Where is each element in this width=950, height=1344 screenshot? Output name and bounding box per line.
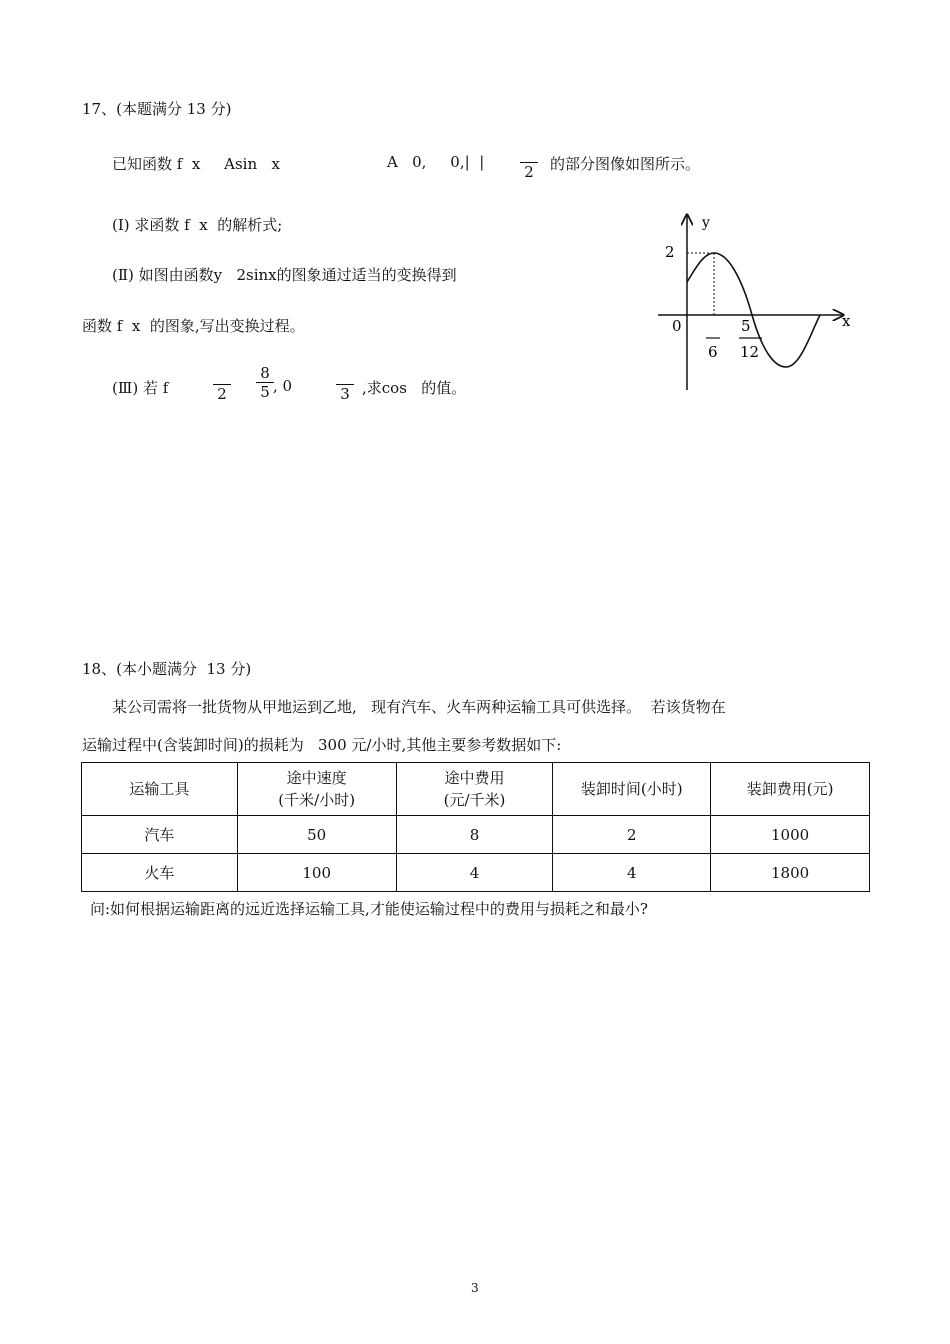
table-header-cell: 途中费用 (元/千米) — [396, 763, 553, 816]
q17-stem-mid: A 0, 0,| | — [387, 153, 485, 171]
q17-part3-mid: , 0 — [273, 377, 293, 395]
table-header-cell: 运输工具 — [82, 763, 238, 816]
transport-data-table — [81, 762, 870, 892]
tick2-num: 5 — [741, 317, 751, 335]
q18-line2: 运输过程中(含装卸时间)的损耗为 300 元/小时,其他主要参考数据如下: — [82, 736, 562, 754]
q18-header: 18、(本小题满分 13 分) — [82, 660, 252, 678]
q17-part3-frac3-den: 3 — [340, 385, 350, 403]
table-cell: 1000 — [711, 816, 870, 854]
q17-stem-frac-den: 2 — [524, 163, 534, 181]
table-cell: 50 — [237, 816, 396, 854]
q17-part1: (Ⅰ) 求函数 f x 的解析式; — [112, 216, 283, 234]
q17-part2-line1: (Ⅱ) 如图由函数y 2sinx的图象通过适当的变换得到 — [112, 266, 457, 284]
q17-stem-prefix: 已知函数 f x Asin x — [112, 155, 280, 173]
q17-stem-fraction — [520, 156, 538, 181]
table-cell: 4 — [553, 854, 711, 892]
q17-part2-line2: 函数 f x 的图象,写出变换过程。 — [82, 317, 305, 335]
max-label: 2 — [665, 243, 675, 261]
table-row — [82, 854, 870, 892]
table-header-cell: 途中速度 (千米/小时) — [237, 763, 396, 816]
table-cell: 8 — [396, 816, 553, 854]
table-cell: 1800 — [711, 854, 870, 892]
table-row — [82, 816, 870, 854]
x-axis-label: x — [842, 312, 850, 330]
q17-part3-prefix: (Ⅲ) 若 f — [112, 379, 169, 397]
tick2-den: 12 — [740, 343, 760, 361]
q17-sine-graph — [650, 205, 850, 405]
q18-line1: 某公司需将一批货物从甲地运到乙地, 现有汽车、火车两种运输工具可供选择。 若该货物在 — [112, 698, 726, 716]
y-axis-label: y — [702, 215, 710, 231]
q17-part3-fraction-3 — [336, 378, 354, 403]
table-cell: 汽车 — [82, 816, 238, 854]
q17-part3-fraction-2 — [256, 364, 274, 401]
q17-part3-fraction-1 — [213, 378, 231, 403]
q17-part3-suffix: ,求cos 的值。 — [362, 379, 467, 397]
q17-stem-suffix: 的部分图像如图所示。 — [550, 155, 701, 173]
origin-label: 0 — [672, 317, 682, 335]
table-cell: 2 — [553, 816, 711, 854]
q17-part3-frac1-den: 2 — [217, 385, 227, 403]
q17-part3-frac2-num: 8 — [260, 364, 270, 382]
table-header-row — [82, 763, 870, 816]
table-header-cell: 装卸时间(小时) — [553, 763, 711, 816]
table-cell: 100 — [237, 854, 396, 892]
q17-header: 17、(本题满分 13 分) — [82, 100, 232, 118]
table-header-cell: 装卸费用(元) — [711, 763, 870, 816]
q17-part3-frac2-den: 5 — [260, 383, 270, 401]
q18-question: 问:如何根据运输距离的远近选择运输工具,才能使运输过程中的费用与损耗之和最小? — [90, 900, 648, 918]
table-cell: 火车 — [82, 854, 238, 892]
page-number: 3 — [471, 1281, 479, 1295]
tick1-den: 6 — [708, 343, 718, 361]
table-cell: 4 — [396, 854, 553, 892]
